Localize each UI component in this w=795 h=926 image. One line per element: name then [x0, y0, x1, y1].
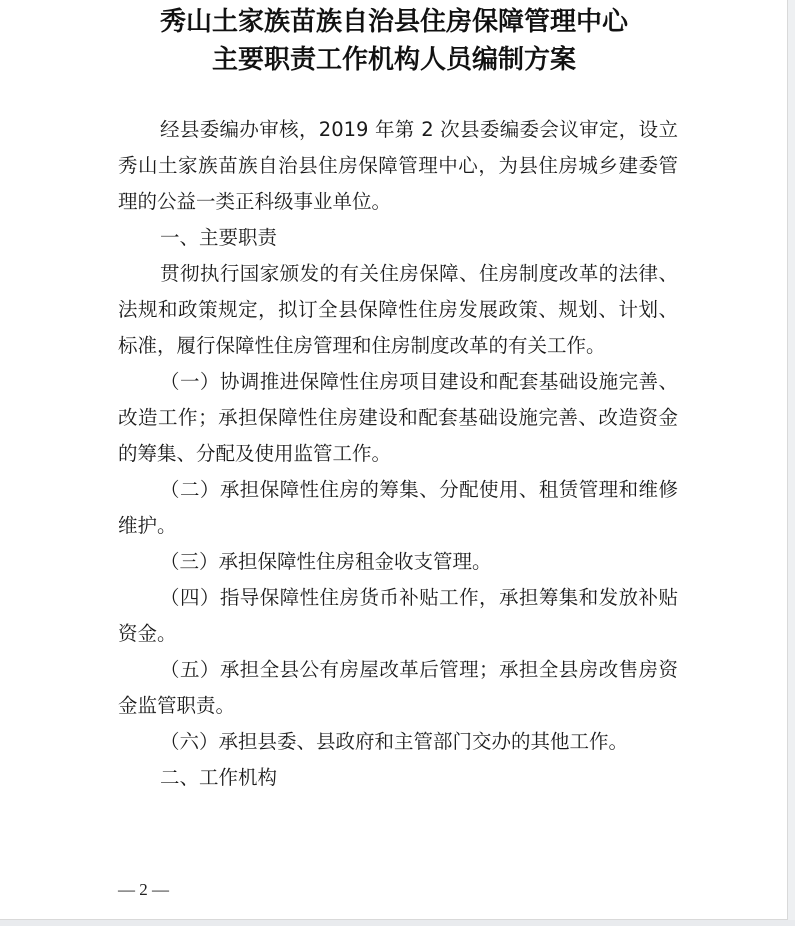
- duty-item-1: （一）协调推进保障性住房项目建设和配套基础设施完善、改造工作；承担保障性住房建设和配套基础设施完善、改造资金的筹集、分配及使用监管工作。: [118, 370, 678, 465]
- document-title-line1: 秀山土家族苗族自治县住房保障管理中心: [159, 7, 628, 37]
- page-number: — 2 —: [118, 880, 169, 899]
- duty-item-6: （六）承担县委、县政府和主管部门交办的其他工作。: [160, 730, 629, 753]
- duty-item-3: （三）承担保障性住房租金收支管理。: [160, 550, 492, 573]
- section1-heading: 一、主要职责: [160, 226, 278, 249]
- intro-paragraph: 经县委编办审核，2019 年第 2 次县委编委会议审定，设立秀山土家族苗族自治县住房保障管理中心，为县住房城乡建委管理的公益一类正科级事业单位。: [118, 118, 678, 213]
- section1-intro-paragraph: 贯彻执行国家颁发的有关住房保障、住房制度改革的法律、法规和政策规定，拟订全县保障性住房发展政策、规划、计划、标准，履行保障性住房管理和住房制度改革的有关工作。: [118, 262, 678, 357]
- document-title-line2: 主要职责工作机构人员编制方案: [211, 45, 576, 75]
- duty-item-5: （五）承担全县公有房屋改革后管理；承担全县房改售房资金监管职责。: [118, 658, 678, 717]
- duty-item-2: （二）承担保障性住房的筹集、分配使用、租赁管理和维修维护。: [118, 478, 678, 537]
- page-edge-bottom: [0, 920, 795, 926]
- section2-heading: 二、工作机构: [160, 766, 278, 789]
- page-edge-right: [788, 0, 795, 926]
- duty-item-4: （四）指导保障性住房货币补贴工作，承担筹集和发放补贴资金。: [118, 586, 678, 645]
- document-body: [118, 112, 678, 796]
